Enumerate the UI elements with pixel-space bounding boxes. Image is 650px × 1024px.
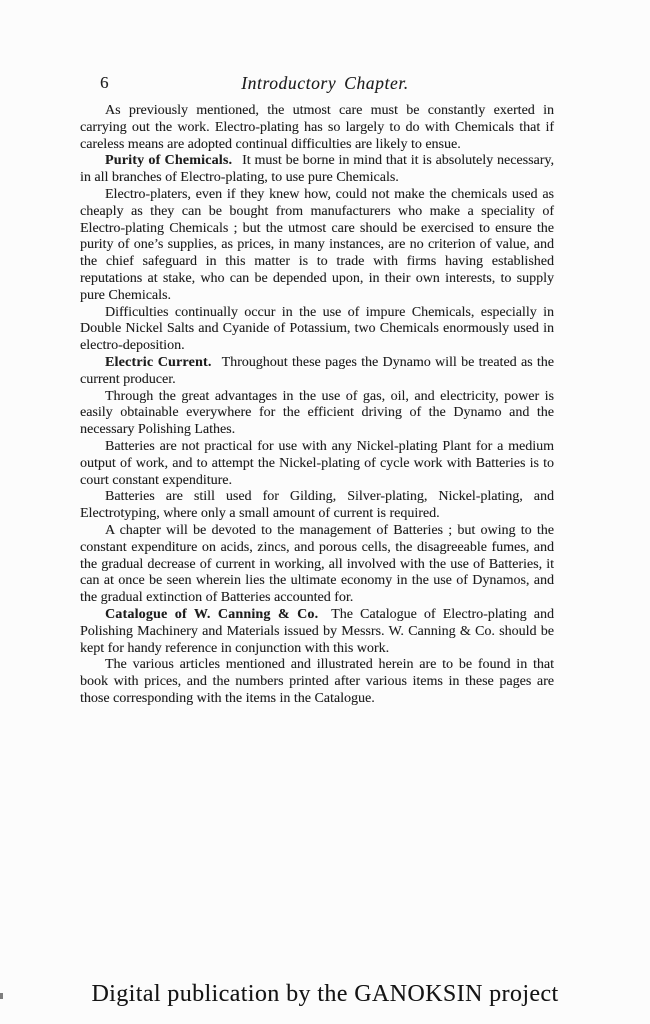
paragraph-text: Difficulties continually occur in the use of impure Chemicals, especially in Double Nickel Salts and Cyanide of Potassium, two Chemicals enormously used in electro-deposition. xyxy=(80,304,554,354)
paragraph-text: Batteries are not practical for use with any Nickel-plating Plant for a medium output of work, and to attempt the Nickel-plating of cycle work with Batteries is to court constant expenditure. xyxy=(80,438,554,488)
paragraph-text: The Catalogue of Electro-plating and Polishing Machinery and Materials issued by Messrs. W. Canning & Co. should be kept for handy reference in conjunction with this work. xyxy=(80,606,555,656)
page-header xyxy=(0,72,650,94)
paragraph xyxy=(80,389,554,439)
page-body xyxy=(80,103,554,708)
paragraph xyxy=(80,607,554,657)
paragraph-lead: Purity of Chemicals. xyxy=(105,153,233,169)
chapter-title: Introductory Chapter. xyxy=(241,73,409,93)
paragraph xyxy=(80,103,554,153)
paragraph xyxy=(80,305,554,355)
paragraph-text: Throughout these pages the Dynamo will be treated as the current producer. xyxy=(80,354,554,387)
page-number: 6 xyxy=(100,73,109,92)
paragraph-lead: Catalogue of W. Canning & Co. xyxy=(105,606,319,622)
paragraph xyxy=(80,523,554,607)
paragraph-text: Through the great advantages in the use of gas, oil, and electricity, power is easily obtainable everywhere for the efficient driving of the Dynamo and the necessary Polishing Lathes. xyxy=(80,388,554,438)
paragraph-text: As previously mentioned, the utmost care must be constantly exerted in carrying out the work. Electro-plating has so largely to do with Chemicals that if careless means are adopted continual difficulties are likely to ensue. xyxy=(80,103,554,152)
footer-credit: Digital publication by the GANOKSIN project xyxy=(91,981,559,1007)
paragraph-text: Electro-platers, even if they knew how, could not make the chemicals used as cheaply as they can be bought from manufacturers who make a speciality of Electro-plating Chemicals ; but the utmost care should be exercised to ensure the purity of one’s supplies, as prices, in many instances, are no criterion of value, and the chief safeguard in this matter is to trade with firms having established reputations at stake, who can be depended upon, in their own interests, to supply pure Chemicals. xyxy=(80,186,554,303)
paragraph xyxy=(80,657,554,707)
paragraph xyxy=(80,489,554,523)
paragraph xyxy=(80,187,554,305)
paragraph-lead: Electric Current. xyxy=(105,354,212,370)
paragraph xyxy=(80,439,554,489)
paragraph xyxy=(80,355,554,389)
paragraph-text: A chapter will be devoted to the management of Batteries ; but owing to the constant expenditure on acids, zincs, and porous cells, the disagreeable fumes, and the gradual decrease of current in working, all involved with the use of Batteries, it can at once be seen wherein lies the ultimate economy in the use of Dynamos, and the gradual extinction of Batteries accounted for. xyxy=(80,522,554,606)
paragraph-text: The various articles mentioned and illustrated herein are to be found in that book with prices, and the numbers printed after various items in these pages are those corresponding with the items in the Catalogue. xyxy=(80,657,554,706)
scan-artifact xyxy=(0,993,3,999)
paragraph-text: It must be borne in mind that it is absolutely necessary, in all branches of Electro-plating, to use pure Chemicals. xyxy=(80,153,555,186)
paragraph xyxy=(80,153,554,187)
paragraph-text: Batteries are still used for Gilding, Silver-plating, Nickel-plating, and Electrotyping, where only a small amount of current is required. xyxy=(80,489,554,522)
